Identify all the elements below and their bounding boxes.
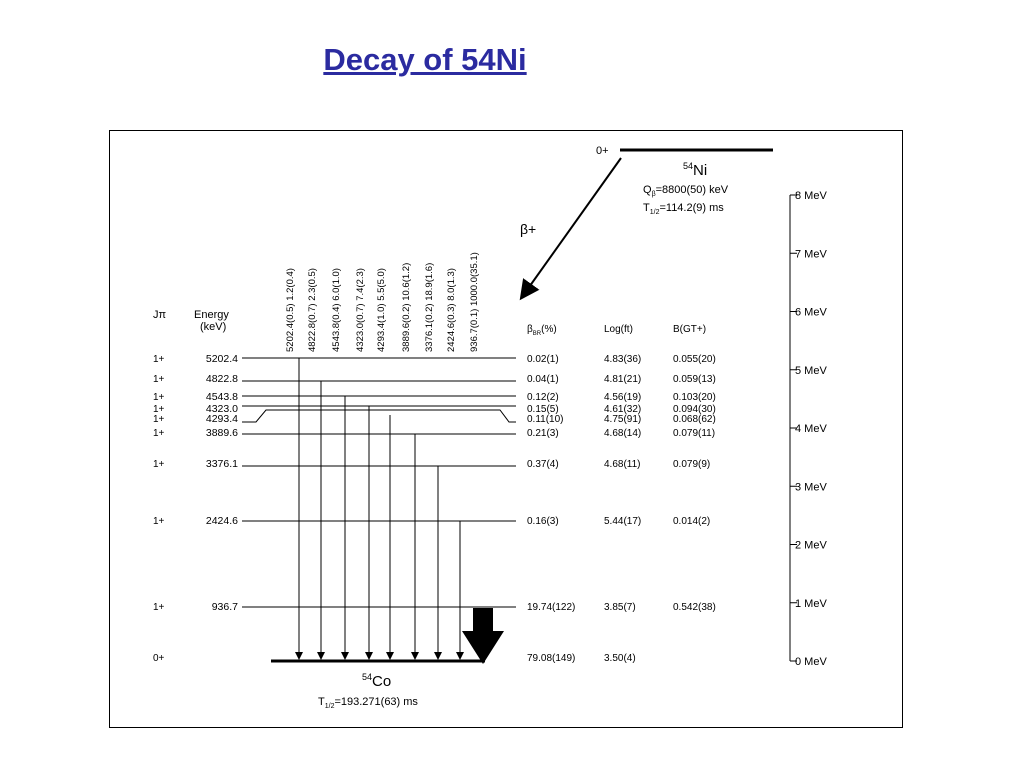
- gamma-label: 3376.1(0.2) 18.9(1.6): [424, 262, 435, 352]
- parent-nucleus: [683, 161, 707, 179]
- gamma-label: 4543.8(0.4) 6.0(1.0): [331, 268, 342, 352]
- level-line: [242, 410, 516, 422]
- parent-mass-number: 54: [683, 161, 694, 171]
- scale-label: 8 MeV: [795, 190, 827, 202]
- ground-state-beta-br: 79.08(149): [527, 653, 576, 664]
- level-beta-br: 0.37(4): [527, 459, 559, 470]
- daughter-mass-number: 54: [362, 672, 373, 682]
- level-bgt: 0.055(20): [673, 354, 716, 365]
- scale-label: 4 MeV: [795, 423, 827, 435]
- level-energy: 4293.4: [205, 413, 238, 425]
- scale-label: 6 MeV: [795, 306, 827, 319]
- energy-scale: [790, 190, 827, 668]
- gamma-transitions: [299, 358, 460, 658]
- level-energy: 936.7: [211, 601, 238, 613]
- gamma-label: 5202.4(0.5) 1.2(0.4): [285, 268, 296, 352]
- gamma-label: 936.7(0.1) 1000.0(35.1): [469, 252, 480, 352]
- energy-unit-header: (keV): [200, 321, 227, 333]
- level-spin: 1+: [153, 354, 165, 365]
- level-spin: 1+: [153, 516, 165, 527]
- scale-label: 5 MeV: [795, 364, 827, 377]
- level-beta-br: 0.12(2): [527, 392, 559, 403]
- level-bgt: 0.014(2): [673, 516, 711, 527]
- level-logft: 3.85(7): [604, 602, 636, 613]
- gamma-label: 4323.0(0.7) 7.4(2.3): [355, 268, 366, 352]
- level-lines: [153, 353, 716, 613]
- level-logft: 4.68(11): [604, 459, 641, 470]
- level-energy: 3889.6: [205, 427, 238, 439]
- level-spin: 1+: [153, 392, 165, 403]
- parent-q-value: $Q_\beta=8800(50)$ keV: [643, 184, 729, 198]
- daughter-symbol: Co: [372, 673, 392, 690]
- gamma-label: 2424.6(0.3) 8.0(1.3): [446, 268, 457, 352]
- daughter-nucleus: [362, 672, 391, 690]
- beta-plus-label: β+: [520, 221, 537, 237]
- beta-br-header: $\beta_{BR}(\%)$: [527, 324, 557, 337]
- level-spin: 1+: [153, 459, 165, 470]
- bgt-header: B(GT+): [673, 324, 707, 335]
- parent-spin: 0+: [596, 145, 609, 157]
- level-beta-br: 0.16(3): [527, 516, 559, 527]
- gamma-labels: [285, 252, 480, 352]
- level-logft: 5.44(17): [604, 516, 642, 527]
- level-bgt: 0.068(62): [673, 414, 716, 425]
- level-bgt: 0.103(20): [673, 392, 716, 403]
- level-energy: 5202.4: [205, 353, 238, 365]
- level-energy: 3376.1: [205, 458, 238, 470]
- level-energy: 2424.6: [205, 515, 238, 527]
- slide-title: Decay of 54Ni: [323, 42, 527, 77]
- level-logft: 4.75(91): [604, 414, 642, 425]
- level-logft: 4.56(19): [604, 392, 642, 403]
- jpi-header: Jπ: [153, 309, 167, 321]
- level-logft: 4.81(21): [604, 374, 642, 385]
- level-beta-br: 0.04(1): [527, 374, 559, 385]
- dominant-gamma-arrow: [462, 608, 504, 664]
- scale-label: 0 MeV: [795, 656, 827, 668]
- level-beta-br: 0.21(3): [527, 428, 559, 439]
- gamma-label: 4822.8(0.7) 2.3(0.5): [307, 268, 318, 352]
- level-beta-br: 0.11(10): [527, 414, 564, 425]
- level-bgt: 0.079(9): [673, 459, 711, 470]
- level-spin: 1+: [153, 414, 165, 425]
- ground-state-logft: 3.50(4): [604, 653, 636, 664]
- level-beta-br: 0.02(1): [527, 354, 559, 365]
- level-logft: 4.68(14): [604, 428, 642, 439]
- scale-label: 3 MeV: [795, 481, 827, 494]
- level-logft: 4.83(36): [604, 354, 642, 365]
- level-spin: 1+: [153, 404, 165, 415]
- level-bgt: 0.079(11): [673, 428, 716, 439]
- daughter-half-life: $T_{1/2}=193.271(63)$ ms: [318, 696, 418, 710]
- level-spin: 1+: [153, 428, 165, 439]
- scale-label: 7 MeV: [795, 248, 827, 261]
- level-spin: 1+: [153, 602, 165, 613]
- ground-state-spin: 0+: [153, 653, 165, 664]
- parent-half-life: $T_{1/2}=114.2(9)$ ms: [643, 202, 724, 216]
- scale-label: 2 MeV: [795, 539, 827, 552]
- level-beta-br: 0.15(5): [527, 404, 559, 415]
- level-energy: 4323.0: [205, 403, 238, 415]
- beta-plus-arrow: [522, 158, 621, 297]
- parent-symbol: Ni: [693, 162, 708, 179]
- level-logft: 4.61(32): [604, 404, 642, 415]
- level-beta-br: 19.74(122): [527, 602, 576, 613]
- gamma-label: 4293.4(1.0) 5.5(5.0): [376, 268, 387, 352]
- level-bgt: 0.059(13): [673, 374, 716, 385]
- level-bgt: 0.542(38): [673, 602, 716, 613]
- logft-header: Log(ft): [604, 324, 633, 335]
- level-spin: 1+: [153, 374, 165, 385]
- energy-header: Energy: [194, 309, 229, 321]
- level-energy: 4543.8: [205, 391, 238, 403]
- gamma-label: 3889.6(0.2) 10.6(1.2): [401, 262, 412, 352]
- scale-label: 1 MeV: [795, 597, 827, 610]
- level-bgt: 0.094(30): [673, 404, 716, 415]
- level-energy: 4822.8: [205, 373, 238, 385]
